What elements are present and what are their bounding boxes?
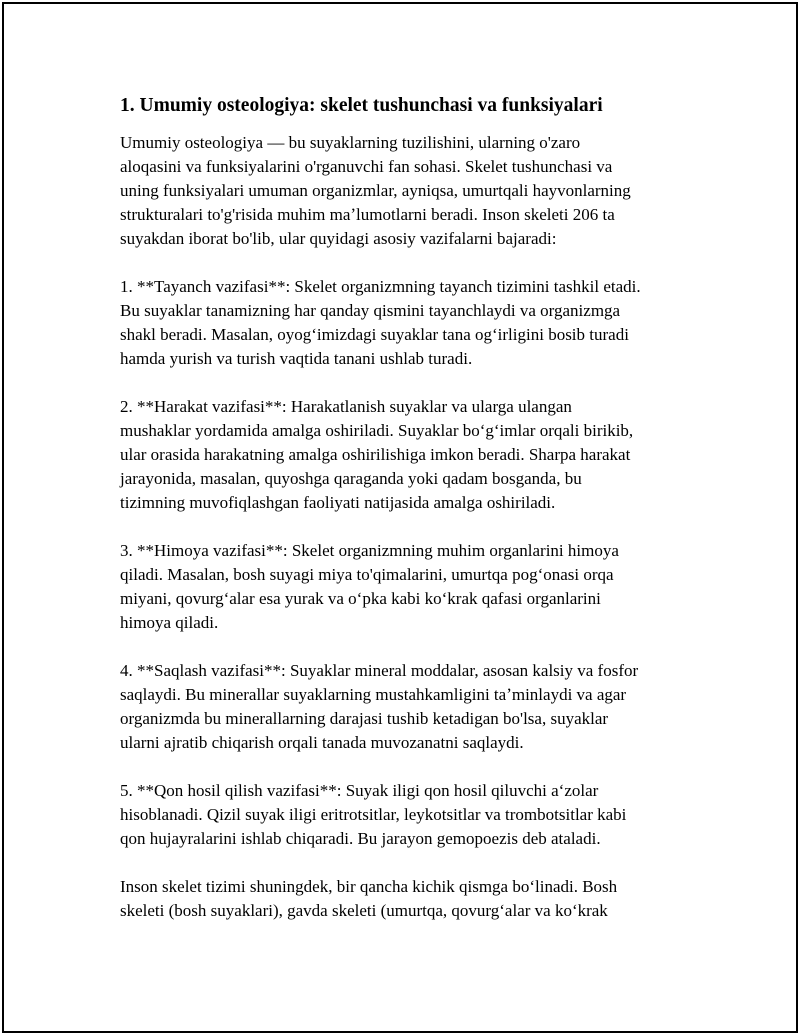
text-line: hamda yurish va turish vaqtida tanani ushlab turadi.: [120, 349, 473, 368]
text-line: 4. **Saqlash vazifasi**: Suyaklar mineral moddalar, asosan kalsiy va fosfor: [120, 661, 639, 680]
paragraph-qon-hosil: [120, 779, 720, 851]
paragraph-tayanch: [120, 275, 720, 371]
paragraph-himoya: [120, 539, 720, 635]
text-line: shakl beradi. Masalan, oyogʻimizdagi suyaklar tana ogʻirligini bosib turadi: [120, 325, 629, 344]
text-line: qon hujayralarini ishlab chiqaradi. Bu jarayon gemopoezis deb ataladi.: [120, 829, 601, 848]
paragraph-saqlash: [120, 659, 720, 755]
text-line: miyani, qovurgʻalar esa yurak va oʻpka kabi koʻkrak qafasi organlarini: [120, 589, 601, 608]
text-line: himoya qiladi.: [120, 613, 219, 632]
text-line: Umumiy osteologiya — bu suyaklarning tuzilishini, ularning o'zaro: [120, 133, 581, 152]
text-line: uning funksiyalari umuman organizmlar, ayniqsa, umurtqali hayvonlarning: [120, 181, 631, 200]
text-line: ular orasida harakatning amalga oshirilishiga imkon beradi. Sharpa harakat: [120, 445, 631, 464]
text-line: organizmda bu minerallarning darajasi tushib ketadigan bo'lsa, suyaklar: [120, 709, 609, 728]
text-line: 1. **Tayanch vazifasi**: Skelet organizmning tayanch tizimini tashkil etadi.: [120, 277, 641, 296]
text-line: aloqasini va funksiyalarini o'rganuvchi fan sohasi. Skelet tushunchasi va: [120, 157, 613, 176]
paragraph-intro: [120, 131, 720, 251]
text-line: qiladi. Masalan, bosh suyagi miya to'qimalarini, umurtqa pogʻonasi orqa: [120, 565, 614, 584]
text-line: strukturalari to'g'risida muhim maʼlumotlarni beradi. Inson skeleti 206 ta: [120, 205, 615, 224]
text-line: ularni ajratib chiqarish orqali tanada muvozanatni saqlaydi.: [120, 733, 524, 752]
paragraph-harakat: [120, 395, 720, 515]
text-line: skeleti (bosh suyaklari), gavda skeleti (umurtqa, qovurgʻalar va koʻkrak: [120, 901, 608, 920]
text-line: 3. **Himoya vazifasi**: Skelet organizmning muhim organlarini himoya: [120, 541, 619, 560]
page-frame: [2, 2, 798, 1033]
text-line: suyakdan iborat bo'lib, ular quyidagi asosiy vazifalarni bajaradi:: [120, 229, 557, 248]
document-content: [120, 94, 720, 947]
text-line: tizimning muvofiqlashgan faoliyati natijasida amalga oshiriladi.: [120, 493, 556, 512]
text-line: saqlaydi. Bu minerallar suyaklarning mustahkamligini taʼminlaydi va agar: [120, 685, 627, 704]
text-line: Inson skelet tizimi shuningdek, bir qancha kichik qismga boʻlinadi. Bosh: [120, 877, 618, 896]
text-line: 2. **Harakat vazifasi**: Harakatlanish suyaklar va ularga ulangan: [120, 397, 572, 416]
text-line: Bu suyaklar tanamizning har qanday qismini tayanchlaydi va organizmga: [120, 301, 621, 320]
text-line: mushaklar yordamida amalga oshiriladi. Suyaklar boʻgʻimlar orqali birikib,: [120, 421, 634, 440]
paragraph-skelet-qismlari: [120, 875, 720, 923]
section-heading: 1. Umumiy osteologiya: skelet tushunchasi va funksiyalari: [120, 95, 603, 116]
text-line: hisoblanadi. Qizil suyak iligi eritrotsitlar, leykotsitlar va trombotsitlar kabi: [120, 805, 627, 824]
text-line: 5. **Qon hosil qilish vazifasi**: Suyak iligi qon hosil qiluvchi aʻzolar: [120, 781, 599, 800]
text-line: jarayonida, masalan, quyoshga qaraganda yoki qadam bosganda, bu: [120, 469, 582, 488]
